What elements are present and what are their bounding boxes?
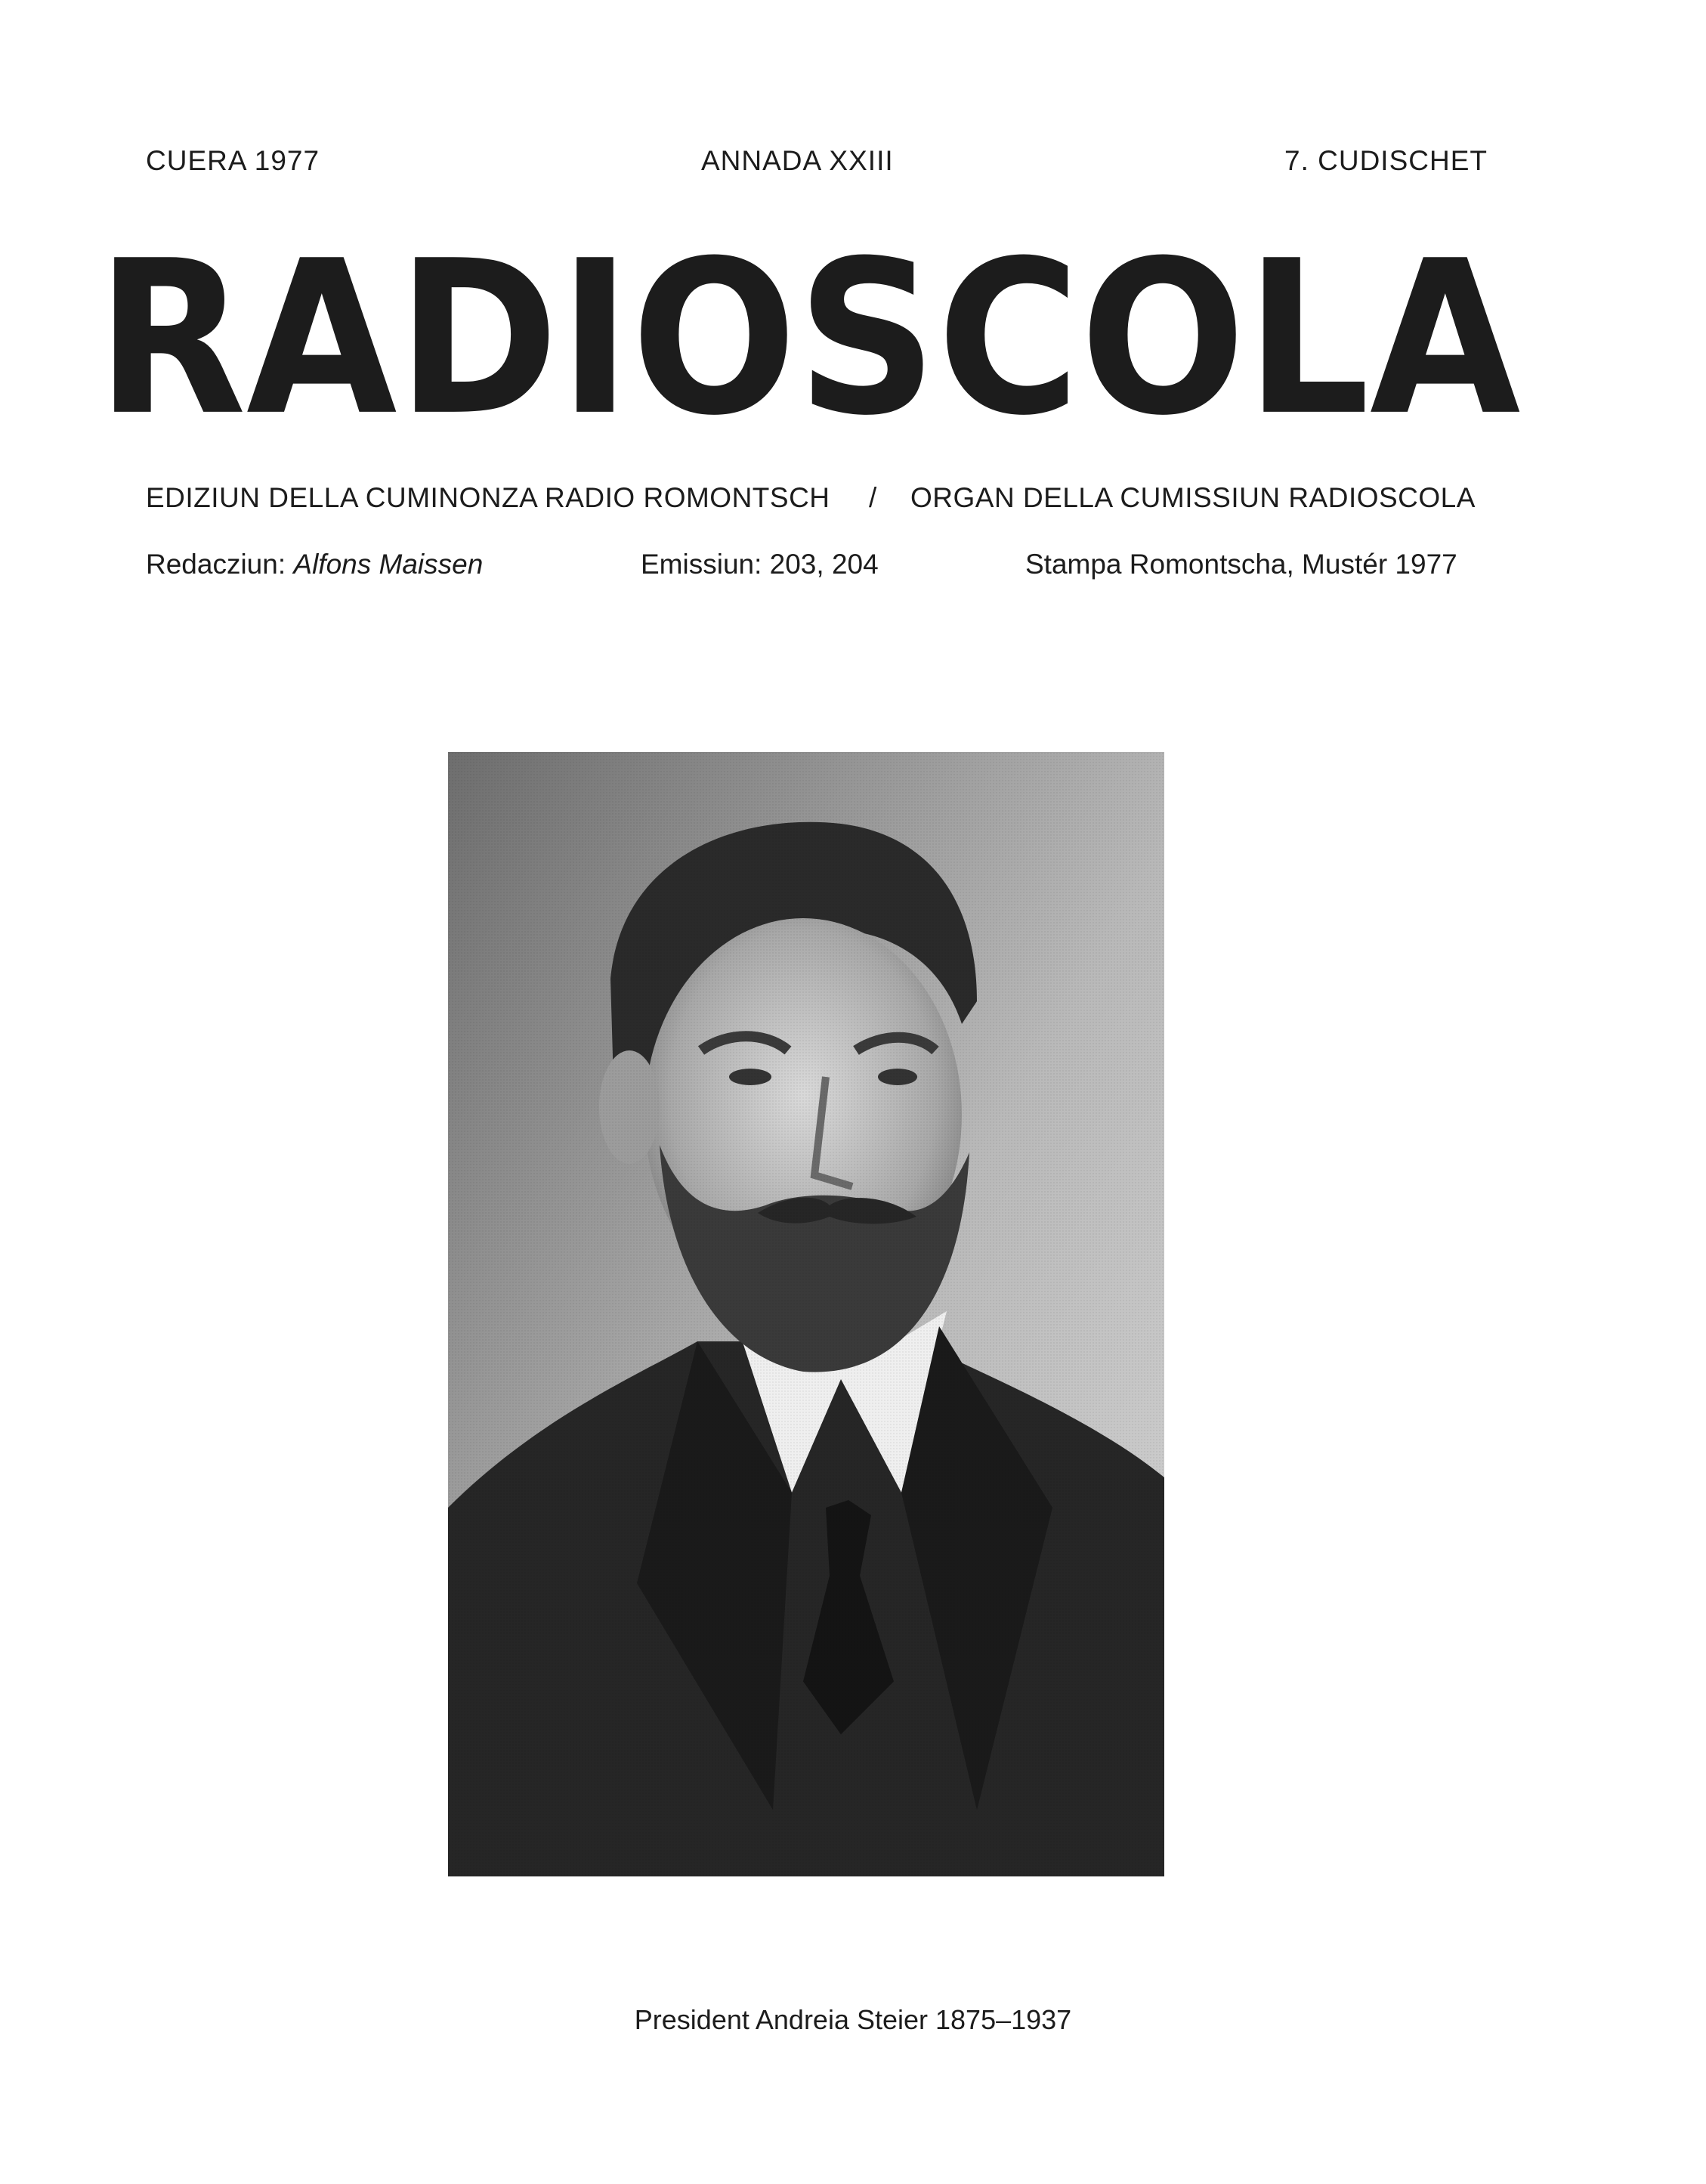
portrait-photo: [448, 752, 1164, 1876]
editor-name: Alfons Maissen: [293, 549, 484, 580]
printer-credit: Stampa Romontscha, Mustér 1977: [1025, 549, 1457, 580]
publisher-right: ORGAN DELLA CUMISSIUN RADIOSCOLA: [910, 482, 1476, 513]
broadcast-numbers: Emissiun: 203, 204: [641, 549, 879, 580]
place-year: CUERA 1977: [146, 145, 320, 176]
volume-number: ANNADA XXIII: [701, 145, 894, 176]
editor-credit: [146, 549, 483, 580]
masthead-title-text: RADIOSCOLA: [96, 215, 1522, 419]
issue-number: 7. CUDISCHET: [1284, 145, 1488, 176]
photo-caption: President Andreia Steier 1875–1937: [634, 2004, 1072, 2035]
publisher-separator: /: [869, 482, 877, 513]
publisher-left: EDIZIUN DELLA CUMINONZA RADIO ROMONTSCH: [146, 482, 830, 513]
editor-label: Redacziun:: [146, 549, 286, 580]
masthead-title: [94, 208, 1522, 419]
